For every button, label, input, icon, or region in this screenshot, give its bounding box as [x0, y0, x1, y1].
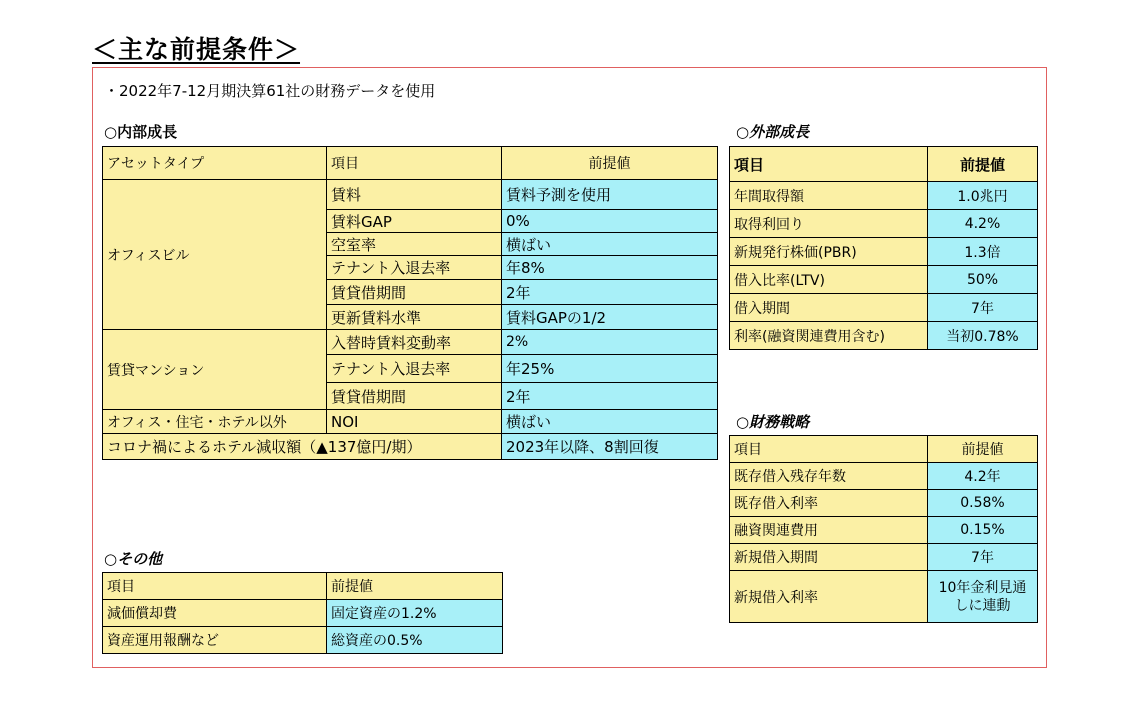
item-cell: 既存借入利率	[730, 490, 928, 517]
item-cell: 賃料	[327, 180, 502, 210]
item-cell: 新規借入期間	[730, 544, 928, 571]
value-cell: 0.58%	[928, 490, 1038, 517]
value-cell: 7年	[928, 544, 1038, 571]
header-asset-type: アセットタイプ	[103, 147, 327, 180]
financial-strategy-heading: ○財務戦略	[736, 413, 810, 431]
asset-type-other: オフィス・住宅・ホテル以外	[103, 410, 327, 434]
financial-strategy-table	[729, 435, 1038, 623]
table-row	[730, 322, 1038, 350]
value-cell: 固定資産の1.2%	[327, 600, 503, 627]
item-cell: 賃貸借期間	[327, 280, 502, 305]
value-cell: 1.0兆円	[928, 182, 1038, 210]
table-row	[730, 463, 1038, 490]
value-cell: 賃料予測を使用	[502, 180, 718, 210]
value-cell: 賃料GAPの1/2	[502, 305, 718, 330]
header-item: 項目	[730, 147, 928, 182]
item-cell: 更新賃料水準	[327, 305, 502, 330]
item-cell: テナント入退去率	[327, 256, 502, 280]
item-cell: 賃料GAP	[327, 210, 502, 233]
table-row	[103, 410, 718, 434]
data-source-note: ・2022年7-12月期決算61社の財務データを使用	[104, 82, 436, 100]
value-cell: 総資産の0.5%	[327, 627, 503, 654]
page-title: ＜主な前提条件＞	[92, 35, 301, 64]
value-cell: 0.15%	[928, 517, 1038, 544]
item-cell: 新規発行株価(PBR)	[730, 238, 928, 266]
value-cell: 年8%	[502, 256, 718, 280]
table-row	[730, 571, 1038, 623]
table-row	[103, 330, 718, 355]
table-row	[730, 544, 1038, 571]
value-cell: 2%	[502, 330, 718, 355]
external-growth-table	[729, 146, 1038, 350]
table-row	[730, 238, 1038, 266]
value-cell: 横ばい	[502, 233, 718, 256]
header-value: 前提値	[928, 147, 1038, 182]
header-item: 項目	[730, 436, 928, 463]
table-row	[730, 490, 1038, 517]
table-row	[103, 600, 503, 627]
item-cell: 減価償却費	[103, 600, 327, 627]
internal-growth-heading: ○内部成長	[104, 123, 178, 141]
corona-hotel-label: コロナ禍によるホテル減収額（▲137億円/期）	[103, 434, 502, 460]
item-cell: 空室率	[327, 233, 502, 256]
item-cell: 融資関連費用	[730, 517, 928, 544]
value-cell: 4.2%	[928, 210, 1038, 238]
value-cell: 年25%	[502, 355, 718, 383]
table-row	[103, 434, 718, 460]
value-cell: 10年金利見通しに連動	[928, 571, 1038, 623]
item-cell: 借入比率(LTV)	[730, 266, 928, 294]
header-item: 項目	[327, 147, 502, 180]
table-header-row	[730, 436, 1038, 463]
table-header-row	[730, 147, 1038, 182]
value-cell: 7年	[928, 294, 1038, 322]
item-cell: 取得利回り	[730, 210, 928, 238]
value-cell: 当初0.78%	[928, 322, 1038, 350]
table-row	[730, 210, 1038, 238]
table-row	[730, 266, 1038, 294]
item-cell: 賃貸借期間	[327, 383, 502, 410]
item-cell: 資産運用報酬など	[103, 627, 327, 654]
value-cell: 4.2年	[928, 463, 1038, 490]
value-cell: 横ばい	[502, 410, 718, 434]
item-cell: 新規借入利率	[730, 571, 928, 623]
external-growth-heading: ○外部成長	[736, 123, 810, 141]
asset-type-office: オフィスビル	[103, 180, 327, 330]
value-cell: 1.3倍	[928, 238, 1038, 266]
item-cell: 借入期間	[730, 294, 928, 322]
value-cell: 2年	[502, 383, 718, 410]
misc-heading: ○その他	[104, 550, 163, 568]
table-row	[730, 294, 1038, 322]
table-row	[103, 627, 503, 654]
item-cell: 年間取得額	[730, 182, 928, 210]
header-value: 前提値	[327, 573, 503, 600]
table-row	[730, 517, 1038, 544]
table-row	[730, 182, 1038, 210]
value-cell: 2年	[502, 280, 718, 305]
table-header-row	[103, 573, 503, 600]
header-value: 前提値	[928, 436, 1038, 463]
item-cell: 入替時賃料変動率	[327, 330, 502, 355]
value-cell: 2023年以降、8割回復	[502, 434, 718, 460]
item-cell: テナント入退去率	[327, 355, 502, 383]
header-value: 前提値	[502, 147, 718, 180]
asset-type-mansion: 賃貸マンション	[103, 330, 327, 410]
item-cell: NOI	[327, 410, 502, 434]
value-cell: 0%	[502, 210, 718, 233]
item-cell: 利率(融資関連費用含む)	[730, 322, 928, 350]
table-header-row	[103, 147, 718, 180]
value-cell: 50%	[928, 266, 1038, 294]
item-cell: 既存借入残存年数	[730, 463, 928, 490]
internal-growth-table	[102, 146, 718, 460]
misc-table	[102, 572, 503, 654]
table-row	[103, 180, 718, 210]
header-item: 項目	[103, 573, 327, 600]
